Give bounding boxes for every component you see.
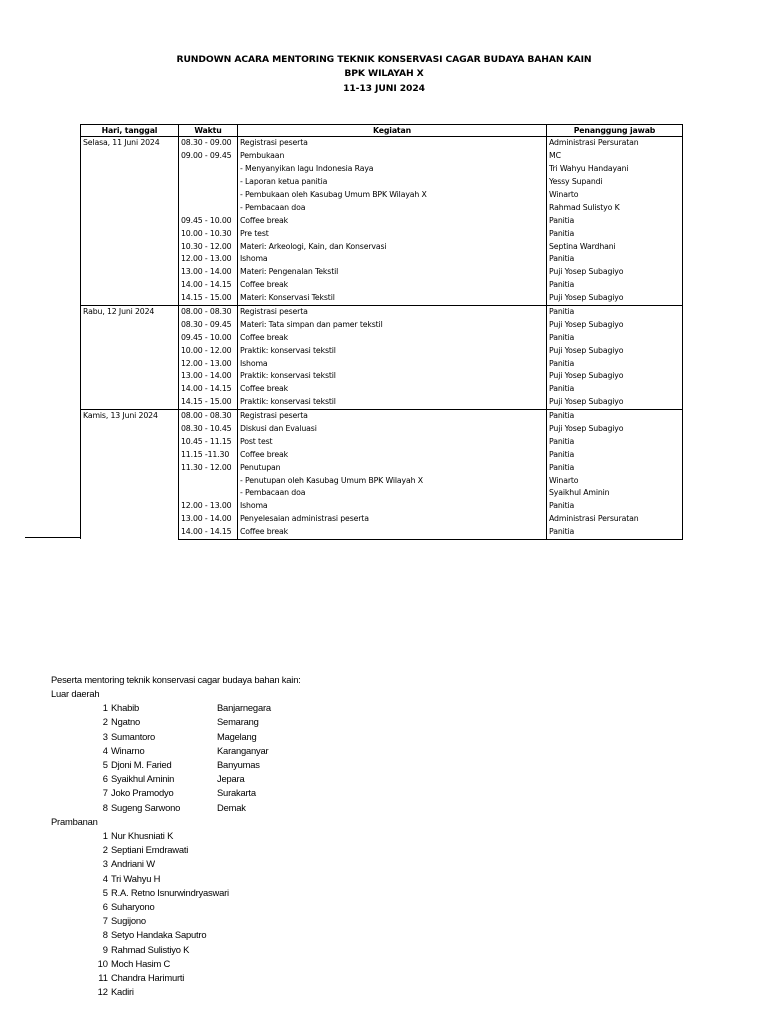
document-subtitle: BPK WILAYAH X (344, 68, 424, 79)
participant-number: 3 (102, 730, 108, 742)
pic-cell: Panitia (547, 331, 683, 344)
participant-name: Sugeng Sarwono (111, 801, 181, 813)
participant-group-heading: Luar daerah (51, 688, 100, 699)
time-cell: 08.00 - 08.30 (179, 305, 238, 318)
time-cell (179, 176, 238, 189)
participant-name: Ngatno (111, 716, 141, 728)
participant-name: Sugijono (111, 915, 146, 927)
participant-number: 2 (102, 716, 108, 728)
activity-cell: Ishoma (238, 357, 547, 370)
participant-number: 1 (102, 702, 108, 714)
day-date-cell: Rabu, 12 Juni 2024 (81, 305, 179, 409)
activity-cell: - Pembukaan oleh Kasubag Umum BPK Wilayah X (238, 189, 547, 202)
participant-origin: Magelang (217, 730, 257, 742)
pic-cell: Rahmad Sulistyo K (547, 201, 683, 214)
activity-cell: Penutupan (238, 461, 547, 474)
participant-origin: Semarang (217, 716, 259, 728)
activity-cell: - Pembacaan doa (238, 487, 547, 500)
participant-origin: Karanganyar (217, 744, 269, 756)
pic-cell: Puji Yosep Subagiyo (547, 344, 683, 357)
participant-name: Suharyono (111, 901, 155, 912)
time-cell (179, 201, 238, 214)
participant-name: Tri Wahyu H (111, 872, 161, 884)
participant-number: 4 (102, 872, 108, 884)
participant-number: 1 (102, 830, 108, 841)
activity-cell: Registrasi peserta (238, 305, 547, 318)
participant-number: 12 (97, 986, 108, 998)
participant-name: Joko Pramodyo (111, 787, 174, 799)
participant-number: 8 (102, 801, 108, 813)
participant-name: Moch Hasim C (111, 957, 171, 969)
day-date-cell: Selasa, 11 Juni 2024 (81, 137, 179, 306)
pic-cell: Panitia (547, 227, 683, 240)
pic-cell: Panitia (547, 357, 683, 370)
participant-name: Khabib (111, 702, 139, 714)
activity-cell: Praktik: konservasi tekstil (238, 370, 547, 383)
activity-cell: - Pembacaan doa (238, 201, 547, 214)
participant-name: R.A. Retno Isnurwindryaswari (111, 886, 229, 898)
activity-cell: Coffee break (238, 383, 547, 396)
participant-origin: Jepara (217, 773, 245, 785)
page-divider-line (25, 537, 81, 538)
time-cell: 10.30 - 12.00 (179, 240, 238, 253)
time-cell: 14.00 - 14.15 (179, 383, 238, 396)
time-cell: 14.15 - 15.00 (179, 292, 238, 305)
pic-cell: Panitia (547, 279, 683, 292)
table-header-row (81, 125, 683, 137)
participant-name: Setyo Handaka Saputro (111, 929, 207, 941)
participant-number: 5 (102, 759, 108, 770)
activity-cell: Penyelesaian administrasi peserta (238, 513, 547, 526)
activity-cell: Praktik: konservasi tekstil (238, 344, 547, 357)
time-cell: 11.15 -11.30 (179, 448, 238, 461)
pic-cell: Panitia (547, 500, 683, 513)
participant-name: Andriani W (111, 858, 155, 870)
pic-cell: Syaikhul Aminin (547, 487, 683, 500)
pic-cell: Panitia (547, 448, 683, 461)
time-cell: 09.00 - 09.45 (179, 150, 238, 163)
pic-cell: Panitia (547, 305, 683, 318)
time-cell (179, 163, 238, 176)
time-cell: 11.30 - 12.00 (179, 461, 238, 474)
activity-cell: Coffee break (238, 331, 547, 344)
activity-cell: Post test (238, 435, 547, 448)
participants-intro: Peserta mentoring teknik konservasi cagar budaya bahan kain: (51, 674, 301, 685)
activity-cell: Pre test (238, 227, 547, 240)
participant-name: Septiani Emdrawati (111, 844, 189, 856)
pic-cell: Yessy Supandi (547, 176, 683, 189)
pic-cell: Winarto (547, 189, 683, 202)
participant-number: 6 (102, 901, 108, 912)
time-cell: 14.15 - 15.00 (179, 396, 238, 409)
pic-cell: Panitia (547, 383, 683, 396)
participant-number: 4 (102, 744, 108, 756)
time-cell (179, 189, 238, 202)
time-cell (179, 487, 238, 500)
participant-number: 7 (102, 787, 108, 799)
participant-origin: Demak (217, 801, 246, 813)
time-cell (179, 474, 238, 487)
pic-cell: Puji Yosep Subagiyo (547, 423, 683, 436)
time-cell: 10.45 - 11.15 (179, 435, 238, 448)
participant-number: 2 (102, 844, 108, 856)
day-date-cell: Kamis, 13 Juni 2024 (81, 409, 179, 539)
time-cell: 12.00 - 13.00 (179, 357, 238, 370)
column-header-pic: Penanggung jawab (547, 125, 683, 137)
pic-cell: Puji Yosep Subagiyo (547, 292, 683, 305)
participant-number: 11 (98, 972, 108, 983)
participant-name: Sumantoro (111, 730, 156, 742)
activity-cell: - Penutupan oleh Kasubag Umum BPK Wilayah X (238, 474, 547, 487)
activity-cell: Registrasi peserta (238, 137, 547, 150)
time-cell: 08.30 - 09.00 (179, 137, 238, 150)
pic-cell: Puji Yosep Subagiyo (547, 370, 683, 383)
activity-cell: Coffee break (238, 279, 547, 292)
time-cell: 14.00 - 14.15 (179, 526, 238, 539)
pic-cell: Tri Wahyu Handayani (547, 163, 683, 176)
activity-cell: - Laporan ketua panitia (238, 176, 547, 189)
participant-number: 9 (102, 943, 108, 955)
pic-cell: Administrasi Persuratan (547, 137, 683, 150)
time-cell: 13.00 - 14.00 (179, 370, 238, 383)
time-cell: 14.00 - 14.15 (179, 279, 238, 292)
pic-cell: Panitia (547, 435, 683, 448)
participant-origin: Banyumas (217, 759, 260, 770)
activity-cell: Coffee break (238, 526, 547, 539)
participant-name: Winarno (111, 744, 145, 756)
participant-name: Syaikhul Aminin (111, 773, 175, 785)
participant-number: 6 (102, 773, 108, 785)
time-cell: 08.00 - 08.30 (179, 409, 238, 422)
rundown-table (80, 124, 683, 540)
time-cell: 10.00 - 12.00 (179, 344, 238, 357)
time-cell: 13.00 - 14.00 (179, 513, 238, 526)
table-row (81, 305, 683, 318)
activity-cell: Materi: Arkeologi, Kain, dan Konservasi (238, 240, 547, 253)
participant-origin: Surakarta (217, 787, 256, 799)
column-header-activity: Kegiatan (238, 125, 547, 137)
pic-cell: MC (547, 150, 683, 163)
participant-name: Djoni M. Faried (111, 759, 172, 770)
time-cell: 13.00 - 14.00 (179, 266, 238, 279)
time-cell: 09.45 - 10.00 (179, 214, 238, 227)
time-cell: 09.45 - 10.00 (179, 331, 238, 344)
column-header-day: Hari, tanggal (81, 125, 179, 137)
activity-cell: Materi: Konservasi Tekstil (238, 292, 547, 305)
document-date-range: 11-13 JUNI 2024 (343, 83, 425, 94)
activity-cell: Materi: Pengenalan Tekstil (238, 266, 547, 279)
activity-cell: Diskusi dan Evaluasi (238, 423, 547, 436)
pic-cell: Septina Wardhani (547, 240, 683, 253)
pic-cell: Puji Yosep Subagiyo (547, 318, 683, 331)
activity-cell: Registrasi peserta (238, 409, 547, 422)
pic-cell: Puji Yosep Subagiyo (547, 396, 683, 409)
participant-name: Nur Khusniati K (111, 830, 174, 841)
time-cell: 12.00 - 13.00 (179, 500, 238, 513)
activity-cell: - Menyanyikan lagu Indonesia Raya (238, 163, 547, 176)
participant-name: Chandra Harimurti (111, 972, 185, 983)
pic-cell: Panitia (547, 253, 683, 266)
time-cell: 08.30 - 09.45 (179, 318, 238, 331)
pic-cell: Panitia (547, 214, 683, 227)
time-cell: 10.00 - 10.30 (179, 227, 238, 240)
table-row (81, 409, 683, 422)
activity-cell: Ishoma (238, 500, 547, 513)
time-cell: 08.30 - 10.45 (179, 423, 238, 436)
pic-cell: Administrasi Persuratan (547, 513, 683, 526)
pic-cell: Puji Yosep Subagiyo (547, 266, 683, 279)
table-body (81, 137, 683, 540)
column-header-time: Waktu (179, 125, 238, 137)
activity-cell: Ishoma (238, 253, 547, 266)
pic-cell: Panitia (547, 461, 683, 474)
pic-cell: Panitia (547, 526, 683, 539)
activity-cell: Pembukaan (238, 150, 547, 163)
participant-origin: Banjarnegara (217, 702, 271, 714)
table-row (81, 137, 683, 150)
participant-number: 3 (102, 858, 108, 870)
time-cell: 12.00 - 13.00 (179, 253, 238, 266)
pic-cell: Panitia (547, 409, 683, 422)
participant-name: Rahmad Sulistiyo K (111, 943, 190, 955)
participant-number: 10 (97, 957, 108, 969)
participant-number: 7 (102, 915, 108, 927)
participant-number: 5 (102, 886, 108, 898)
pic-cell: Winarto (547, 474, 683, 487)
activity-cell: Praktik: konservasi tekstil (238, 396, 547, 409)
participant-group-heading: Prambanan (51, 815, 98, 827)
participant-name: Kadiri (111, 986, 134, 998)
document-title: RUNDOWN ACARA MENTORING TEKNIK KONSERVASI CAGAR BUDAYA BAHAN KAIN (176, 54, 592, 65)
activity-cell: Materi: Tata simpan dan pamer tekstil (238, 318, 547, 331)
participant-number: 8 (102, 929, 108, 941)
activity-cell: Coffee break (238, 448, 547, 461)
activity-cell: Coffee break (238, 214, 547, 227)
